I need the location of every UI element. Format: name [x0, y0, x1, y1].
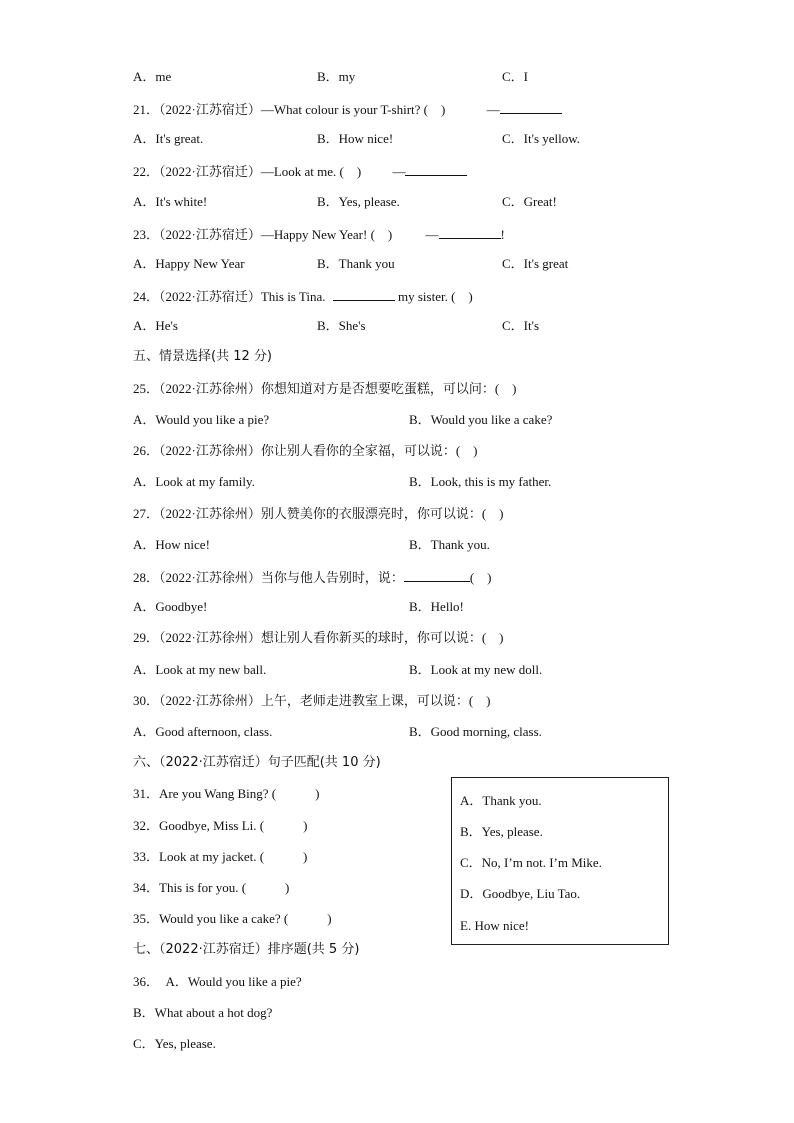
q27-option-a: A．How nice!: [133, 537, 210, 552]
q22-dash: —: [392, 164, 406, 179]
match-question-32: 32．Goodbye, Miss Li. ( ): [133, 818, 308, 833]
q23-options: [133, 257, 693, 273]
q23-option-b: B．Thank you: [317, 256, 395, 271]
q28-tail: ( ): [469, 570, 492, 585]
q22-options: [133, 195, 693, 211]
match-question-33: 33．Look at my jacket. ( ): [133, 849, 308, 864]
q24-stem-after: my sister. ( ): [398, 289, 473, 304]
q21-stem-line: [133, 101, 562, 116]
q24-option-b: B．She's: [317, 318, 366, 333]
q26-option-a: A．Look at my family.: [133, 474, 255, 489]
q29-stem: 29．（2022·江苏徐州）想让别人看你新买的球时，你可以说：( ): [133, 630, 504, 645]
q27-stem: 27．（2022·江苏徐州）别人赞美你的衣服漂亮时，你可以说：( ): [133, 506, 504, 521]
section-7-title: 七、（2022·江苏宿迁）排序题(共 5 分): [133, 942, 360, 957]
q21-option-c: C．It's yellow.: [502, 131, 581, 146]
q28-option-b: B．Hello!: [409, 599, 464, 614]
section-6-title: 六、（2022·江苏宿迁）句子匹配(共 10 分): [133, 755, 381, 770]
q20-option-a: A．me: [133, 69, 172, 84]
q28-options: [133, 600, 693, 616]
q24-option-a: A．He's: [133, 318, 178, 333]
q26-stem: 26．（2022·江苏徐州）你让别人看你的全家福，可以说：( ): [133, 443, 478, 458]
q22-option-a: A．It's white!: [133, 194, 208, 209]
q28-option-a: A．Goodbye!: [133, 599, 208, 614]
q25-options: [133, 413, 693, 429]
q23-stem: 23．（2022·江苏宿迁）—Happy New Year! ( ): [133, 227, 393, 242]
match-answer-a: A．Thank you.: [460, 793, 542, 808]
q23-option-c: C．It's great: [502, 256, 569, 271]
q20-option-c: C．I: [502, 69, 529, 84]
q26-option-b: B．Look, this is my father.: [409, 474, 552, 489]
section-5-title: 五、情景选择(共 12 分): [133, 349, 272, 364]
q20-options: [133, 70, 693, 86]
q24-option-c: C．It's: [502, 318, 540, 333]
q29-option-b: B．Look at my new doll.: [409, 662, 543, 677]
q28-stem-line: [133, 569, 492, 584]
match-answer-e: E. How nice!: [460, 918, 529, 933]
q21-options: [133, 132, 693, 148]
match-question-35: 35．Would you like a cake? ( ): [133, 911, 332, 926]
q36-line-1: 36． A．Would you like a pie?: [133, 974, 302, 989]
q22-option-c: C．Great!: [502, 194, 557, 209]
match-answer-d: D．Goodbye, Liu Tao.: [460, 886, 581, 901]
q30-stem: 30．（2022·江苏徐州）上午，老师走进教室上课，可以说：( ): [133, 693, 491, 708]
q22-stem-line: [133, 163, 467, 178]
q25-option-a: A．Would you like a pie?: [133, 412, 270, 427]
q21-dash: —: [486, 102, 500, 117]
q23-option-a: A．Happy New Year: [133, 256, 245, 271]
q23-dash: —: [425, 227, 439, 242]
q20-option-b: B．my: [317, 69, 356, 84]
q24-options: [133, 319, 693, 335]
q26-options: [133, 475, 693, 491]
match-answer-b: B．Yes, please.: [460, 824, 543, 839]
match-answer-box: [451, 777, 669, 945]
q24-answer-blank[interactable]: [333, 288, 395, 301]
q30-option-a: A．Good afternoon, class.: [133, 724, 273, 739]
q25-stem: 25．（2022·江苏徐州）你想知道对方是否想要吃蛋糕，可以问：( ): [133, 381, 517, 396]
q24-stem-before: 24．（2022·江苏宿迁）This is Tina.: [133, 289, 326, 304]
q30-option-b: B．Good morning, class.: [409, 724, 542, 739]
q28-stem: 28．（2022·江苏徐州）当你与他人告别时，说：: [133, 570, 404, 585]
q23-answer-blank[interactable]: [439, 226, 501, 239]
q21-option-b: B．How nice!: [317, 131, 394, 146]
q21-option-a: A．It's great.: [133, 131, 204, 146]
q36-line-2: B．What about a hot dog?: [133, 1005, 273, 1020]
match-question-31: 31．Are you Wang Bing? ( ): [133, 786, 320, 801]
q22-option-b: B．Yes, please.: [317, 194, 400, 209]
q27-options: [133, 538, 693, 554]
q21-stem: 21．（2022·江苏宿迁）—What colour is your T-shirt? ( ): [133, 102, 446, 117]
q23-stem-line: [133, 226, 505, 241]
q22-answer-blank[interactable]: [405, 163, 467, 176]
q22-stem: 22．（2022·江苏宿迁）—Look at me. ( ): [133, 164, 362, 179]
q28-answer-blank[interactable]: [404, 569, 470, 582]
q36-line-3: C．Yes, please.: [133, 1036, 216, 1051]
q23-tail: !: [500, 227, 505, 242]
match-question-34: 34．This is for you. ( ): [133, 880, 290, 895]
q29-option-a: A．Look at my new ball.: [133, 662, 267, 677]
q27-option-b: B．Thank you.: [409, 537, 490, 552]
q30-options: [133, 725, 693, 741]
q21-answer-blank[interactable]: [500, 101, 562, 114]
q24-stem-line: [133, 288, 473, 303]
match-answer-c: C．No, I’m not. I’m Mike.: [460, 855, 602, 870]
q25-option-b: B．Would you like a cake?: [409, 412, 553, 427]
q29-options: [133, 663, 693, 679]
